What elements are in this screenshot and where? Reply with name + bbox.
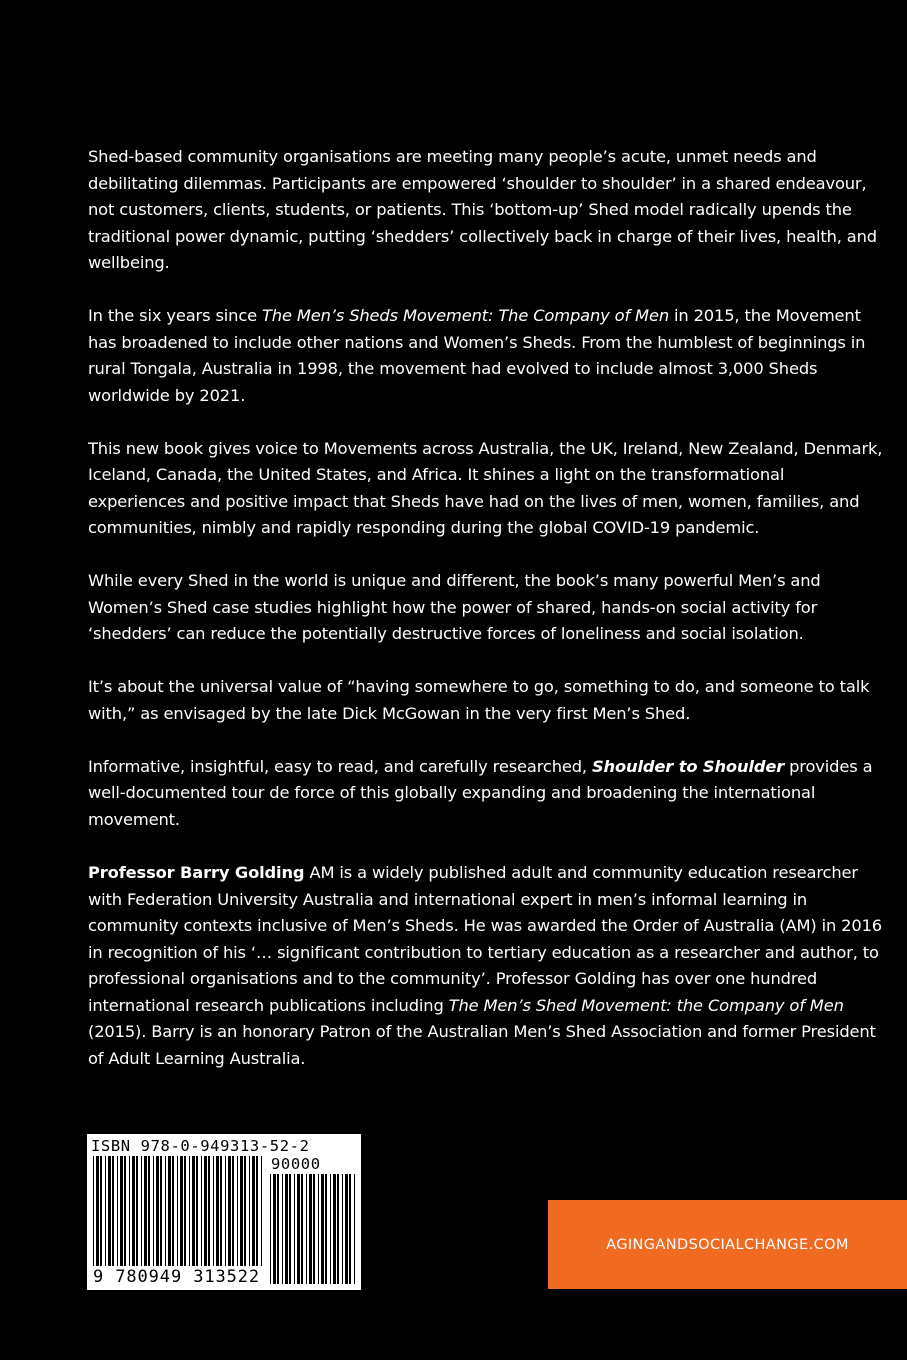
barcode-bar bbox=[117, 1156, 118, 1266]
barcode-bar bbox=[345, 1174, 348, 1284]
barcode-bar bbox=[330, 1174, 331, 1284]
barcode-bar bbox=[192, 1156, 195, 1266]
barcode-bar bbox=[168, 1156, 171, 1266]
barcode-bar bbox=[289, 1174, 291, 1284]
barcode-bar bbox=[252, 1156, 255, 1266]
barcode-bar bbox=[306, 1174, 307, 1284]
barcode-bar bbox=[301, 1174, 303, 1284]
barcode-bar bbox=[124, 1156, 126, 1266]
isbn-label: ISBN 978-0-949313-52-2 bbox=[91, 1137, 310, 1155]
website-url[interactable]: AGINGANDSOCIALCHANGE.COM bbox=[606, 1236, 849, 1253]
barcode-bar bbox=[172, 1156, 174, 1266]
barcode-bar bbox=[342, 1174, 343, 1284]
barcode-bar bbox=[120, 1156, 123, 1266]
isbn-barcode bbox=[87, 1134, 361, 1290]
barcode-bar bbox=[277, 1174, 279, 1284]
barcode-bar bbox=[100, 1156, 102, 1266]
barcode-bar bbox=[180, 1156, 183, 1266]
price-addon-code: 90000 bbox=[271, 1155, 321, 1173]
blurb-paragraph-4: While every Shed in the world is unique and different, the book’s many powerful Men’s and Women’s Shed case studies highlight how the power of shared, hands-on social activity for ‘shedders’ can reduce the potentially destructive forces of loneliness and social isolation. bbox=[88, 571, 821, 643]
barcode-bar bbox=[282, 1174, 283, 1284]
barcode-bar bbox=[309, 1174, 312, 1284]
barcode-bar bbox=[93, 1156, 94, 1266]
barcode-bar bbox=[136, 1156, 138, 1266]
barcode-bar bbox=[141, 1156, 142, 1266]
barcode-bar bbox=[189, 1156, 190, 1266]
barcode-bar bbox=[256, 1156, 258, 1266]
barcode-bar bbox=[333, 1174, 336, 1284]
barcode-bar bbox=[201, 1156, 202, 1266]
barcode-bar bbox=[270, 1174, 271, 1284]
barcode-bar bbox=[337, 1174, 339, 1284]
barcode-bar bbox=[354, 1174, 355, 1284]
barcode-bar bbox=[112, 1156, 114, 1266]
barcode-bar bbox=[204, 1156, 207, 1266]
barcode-bar bbox=[105, 1156, 106, 1266]
barcode-bar bbox=[294, 1174, 295, 1284]
blurb-paragraph-3: This new book gives voice to Movements across Australia, the UK, Ireland, New Zealand, Denmark, Iceland, Canada, the United States, and Africa. It shines a light on the transformational experiences and positive impact that Sheds have had on the lives of men, women, families, and communities, nimbly and rapidly responding during the global COVID-19 pandemic. bbox=[88, 438, 883, 537]
barcode-bar bbox=[213, 1156, 214, 1266]
barcode-bar bbox=[273, 1174, 276, 1284]
barcode-bar bbox=[240, 1156, 243, 1266]
barcode-bar bbox=[244, 1156, 246, 1266]
author-name: Professor Barry Golding bbox=[88, 863, 305, 882]
book-title-current: Shoulder to Shoulder bbox=[591, 756, 785, 776]
barcode-bar bbox=[228, 1156, 231, 1266]
author-bio: Professor Barry Golding AM is a widely published adult and community education researcher with Federation University Australia and international expert in men’s informal learning in community contexts inclusive of Men’s Sheds. He was awarded the Order of Australia (AM) in 2016 in recognition of his ‘… significant contribution to tertiary education as a researcher and author, to professional organisations and to the community’. Professor Golding has over one hundred international research publications including The Men’s Shed Movement: the Company of Men (2015). Barry is an honorary Patron of the Australian Men’s Shed Association and former President of Adult Learning Australia. bbox=[88, 863, 882, 1068]
barcode-bar bbox=[132, 1156, 135, 1266]
barcode-bar bbox=[325, 1174, 327, 1284]
barcode-bar bbox=[196, 1156, 198, 1266]
barcode-bar bbox=[249, 1156, 250, 1266]
blurb-paragraph-5: It’s about the universal value of “having somewhere to go, something to do, and someone to talk with,” as envisaged by the late Dick McGowan in the very first Men’s Shed. bbox=[88, 677, 870, 723]
blurb-paragraph-2: In the six years since The Men’s Sheds Movement: The Company of Men in 2015, the Movement has broadened to include other nations and Women’s Sheds. From the humblest of beginnings in rural Tongala, Australia in 1998, the movement had evolved to include almost 3,000 Sheds worldwide by 2021. bbox=[88, 306, 866, 405]
blurb-paragraph-1: Shed-based community organisations are meeting many people’s acute, unmet needs and debilitating dilemmas. Participants are empowered ‘shoulder to shoulder’ in a shared endeavour, not customers, clients, students, or patients. This ‘bottom-up’ Shed model radically upends the traditional power dynamic, putting ‘shedders’ collectively back in charge of their lives, health, and wellbeing. bbox=[88, 147, 877, 272]
barcode-bar bbox=[285, 1174, 288, 1284]
barcode-bar bbox=[165, 1156, 166, 1266]
barcode-bar bbox=[237, 1156, 238, 1266]
barcode-bar bbox=[220, 1156, 222, 1266]
book-title-previous: The Men’s Sheds Movement: The Company of Men bbox=[262, 306, 669, 325]
barcode-bar bbox=[297, 1174, 300, 1284]
barcode-bar bbox=[144, 1156, 147, 1266]
barcode-bar bbox=[216, 1156, 219, 1266]
barcode-bar bbox=[232, 1156, 234, 1266]
website-banner bbox=[548, 1200, 907, 1289]
barcode-bar bbox=[184, 1156, 186, 1266]
barcode-bar bbox=[349, 1174, 351, 1284]
barcode-bar bbox=[318, 1174, 319, 1284]
barcode-bar bbox=[148, 1156, 150, 1266]
barcode-bar bbox=[177, 1156, 178, 1266]
blurb-paragraph-6: Informative, insightful, easy to read, and carefully researched, Shoulder to Shoulder provides a well-documented tour de force of this globally expanding and broadening the international movement. bbox=[88, 756, 873, 829]
back-cover-text bbox=[88, 144, 883, 1099]
barcode-bar bbox=[129, 1156, 130, 1266]
barcode-bar bbox=[261, 1156, 262, 1266]
barcode-bar bbox=[225, 1156, 226, 1266]
barcode-bar bbox=[208, 1156, 210, 1266]
barcode-bar bbox=[160, 1156, 162, 1266]
barcode-bar bbox=[96, 1156, 99, 1266]
barcode-bar bbox=[153, 1156, 154, 1266]
ean-digits: 9 780949 313522 bbox=[93, 1267, 261, 1287]
barcode-bar bbox=[108, 1156, 111, 1266]
barcode-bar bbox=[321, 1174, 324, 1284]
barcode-bar bbox=[313, 1174, 315, 1284]
barcode-bar bbox=[156, 1156, 159, 1266]
bio-book-title: The Men’s Shed Movement: the Company of Men bbox=[448, 995, 844, 1015]
